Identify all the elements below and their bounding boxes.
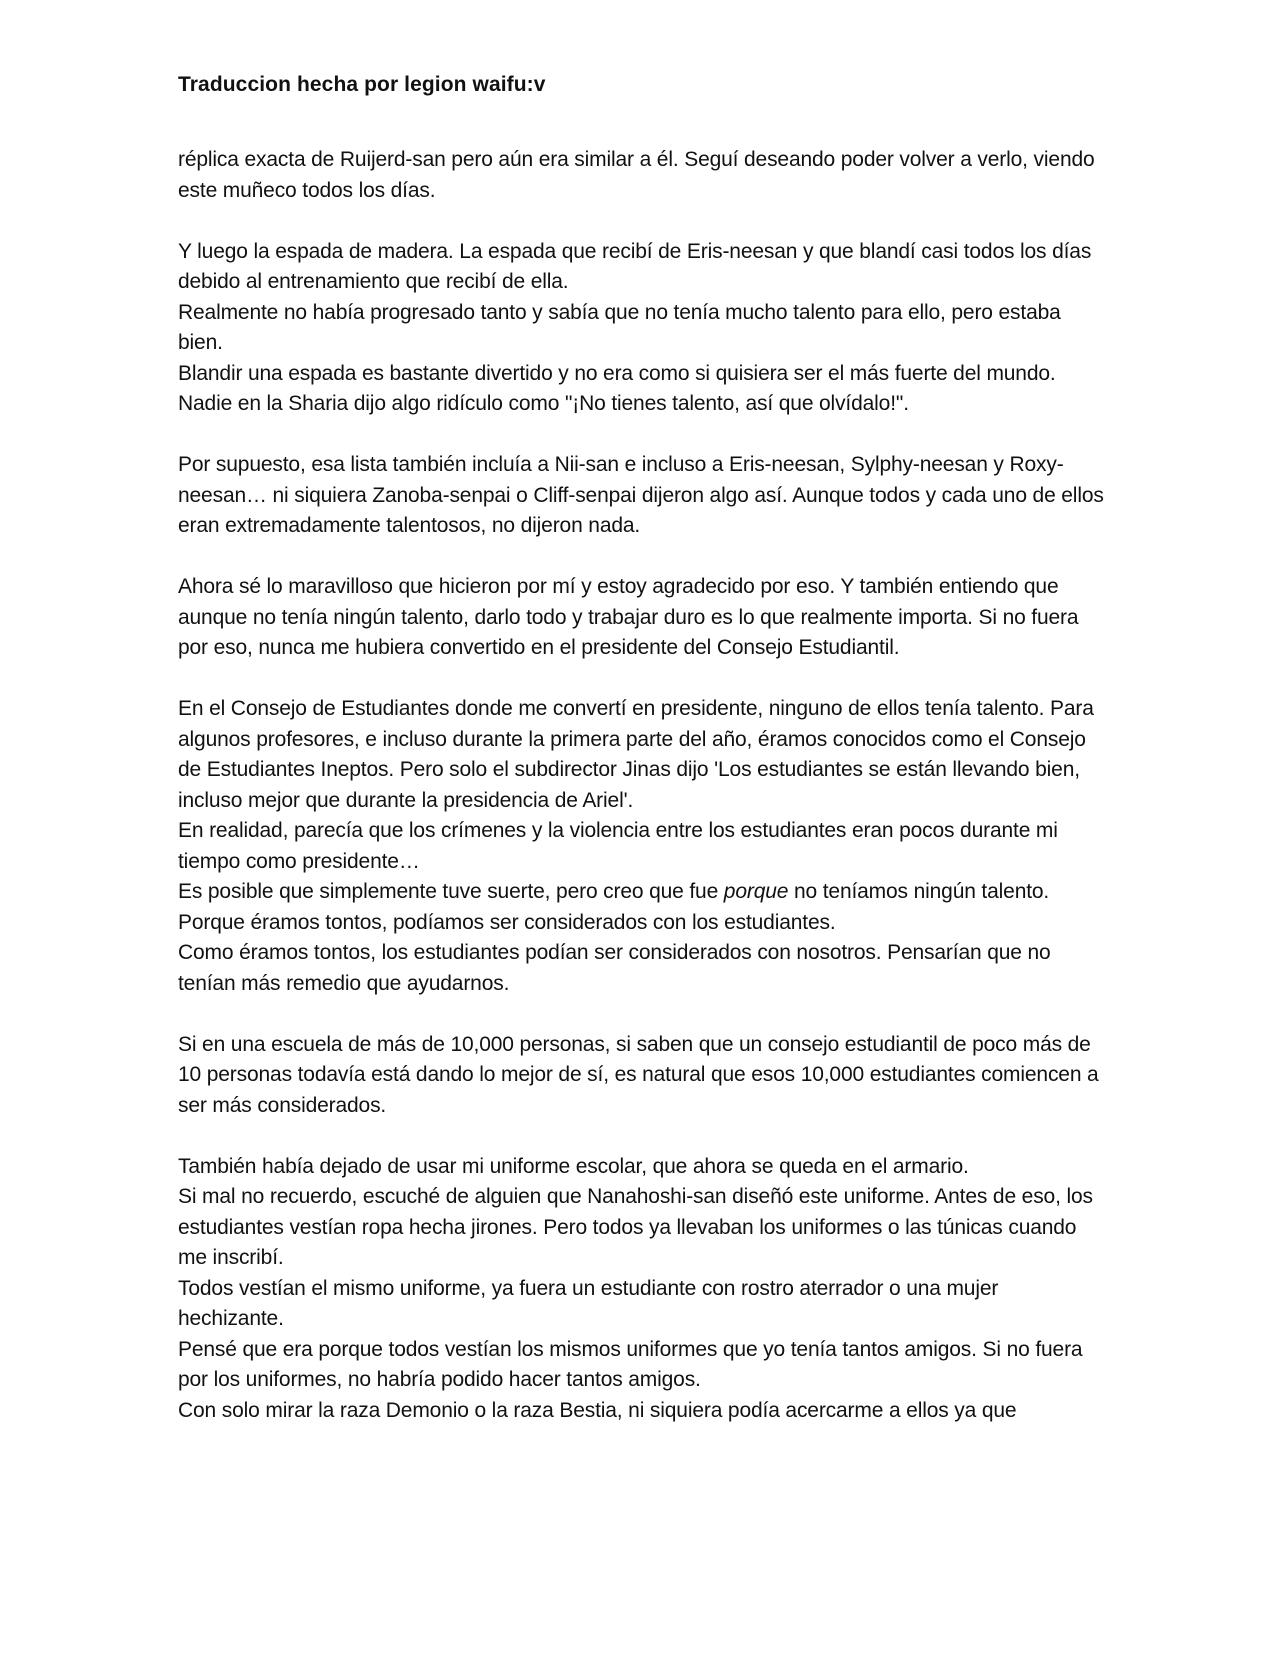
- text-line: Si en una escuela de más de 10,000 personas, si saben que un consejo estudiantil de poco más de 10 personas todavía está dando lo mejor de sí, es natural que esos 10,000 estudiantes comiencen a ser más considerados.: [178, 1032, 1099, 1117]
- italic-word: porque: [723, 880, 789, 903]
- text-line: Y luego la espada de madera. La espada que recibí de Eris-neesan y que blandí casi todos los días debido al entrenamiento que recibí de ella.: [178, 239, 1092, 293]
- text-segment: no teníamos ningún talento.: [788, 880, 1050, 903]
- document-page: [178, 70, 1108, 1426]
- paragraph-2: [178, 237, 1108, 420]
- text-line: Todos vestían el mismo uniforme, ya fuera un estudiante con rostro aterrador o una mujer hechizante.: [178, 1276, 999, 1330]
- text-line: En realidad, parecía que los crímenes y la violencia entre los estudiantes eran pocos durante mi tiempo como presidente…: [178, 819, 1058, 873]
- text-line-with-italic: [178, 877, 1108, 908]
- document-title: Traduccion hecha por legion waifu:v: [178, 73, 546, 96]
- paragraph-4: [178, 572, 1108, 664]
- text-segment: Es posible que simplemente tuve suerte, pero creo que fue: [178, 880, 724, 903]
- text-line: Con solo mirar la raza Demonio o la raza Bestia, ni siquiera podía acercarme a ellos ya que: [178, 1398, 1017, 1422]
- text-line: Si mal no recuerdo, escuché de alguien que Nanahoshi-san diseñó este uniforme. Antes de eso, los estudiantes vestían ropa hecha jirones. Pero todos ya llevaban los uniformes o las túnicas cuando me inscribí.: [178, 1185, 1093, 1269]
- document-body: [178, 145, 1108, 1426]
- paragraph-7: [178, 1152, 1108, 1427]
- text-line: Como éramos tontos, los estudiantes podían ser considerados con nosotros. Pensarían que no tenían más remedio que ayudarnos.: [178, 941, 1051, 995]
- paragraph-3: [178, 450, 1108, 542]
- paragraph-5: [178, 694, 1108, 999]
- text-line: Realmente no había progresado tanto y sabía que no tenía mucho talento para ello, pero estaba bien.: [178, 300, 1061, 354]
- paragraph-1: [178, 145, 1108, 206]
- text-line: Pensé que era porque todos vestían los mismos uniformes que yo tenía tantos amigos. Si no fuera por los uniformes, no habría podido hacer tantos amigos.: [178, 1337, 1083, 1391]
- text-line: En el Consejo de Estudiantes donde me convertí en presidente, ninguno de ellos tenía talento. Para algunos profesores, e incluso durante la primera parte del año, éramos conocidos como el Consejo de Estudiantes Ineptos. Pero solo el subdirector Jinas dijo 'Los estudiantes se están llevando bien, incluso mejor que durante la presidencia de Ariel'.: [178, 697, 1094, 812]
- text-line: También había dejado de usar mi uniforme escolar, que ahora se queda en el armario.: [178, 1154, 969, 1178]
- paragraph-6: [178, 1030, 1108, 1122]
- text-line: réplica exacta de Ruijerd-san pero aún era similar a él. Seguí deseando poder volver a verlo, viendo este muñeco todos los días.: [178, 148, 1095, 202]
- text-line: Por supuesto, esa lista también incluía a Nii-san e incluso a Eris-neesan, Sylphy-neesan y Roxy-neesan… ni siquiera Zanoba-senpai o Cliff-senpai dijeron algo así. Aunque todos y cada uno de ellos eran extremadamente talentosos, no dijeron nada.: [178, 453, 1104, 537]
- text-line: Blandir una espada es bastante divertido y no era como si quisiera ser el más fuerte del mundo. Nadie en la Sharia dijo algo ridículo como "¡No tienes talento, así que olvídalo!".: [178, 361, 1056, 415]
- text-line: Ahora sé lo maravilloso que hicieron por mí y estoy agradecido por eso. Y también entiendo que aunque no tenía ningún talento, darlo todo y trabajar duro es lo que realmente importa. Si no fuera por eso, nunca me hubiera convertido en el presidente del Consejo Estudiantil.: [178, 575, 1079, 659]
- text-line: Porque éramos tontos, podíamos ser considerados con los estudiantes.: [178, 910, 836, 934]
